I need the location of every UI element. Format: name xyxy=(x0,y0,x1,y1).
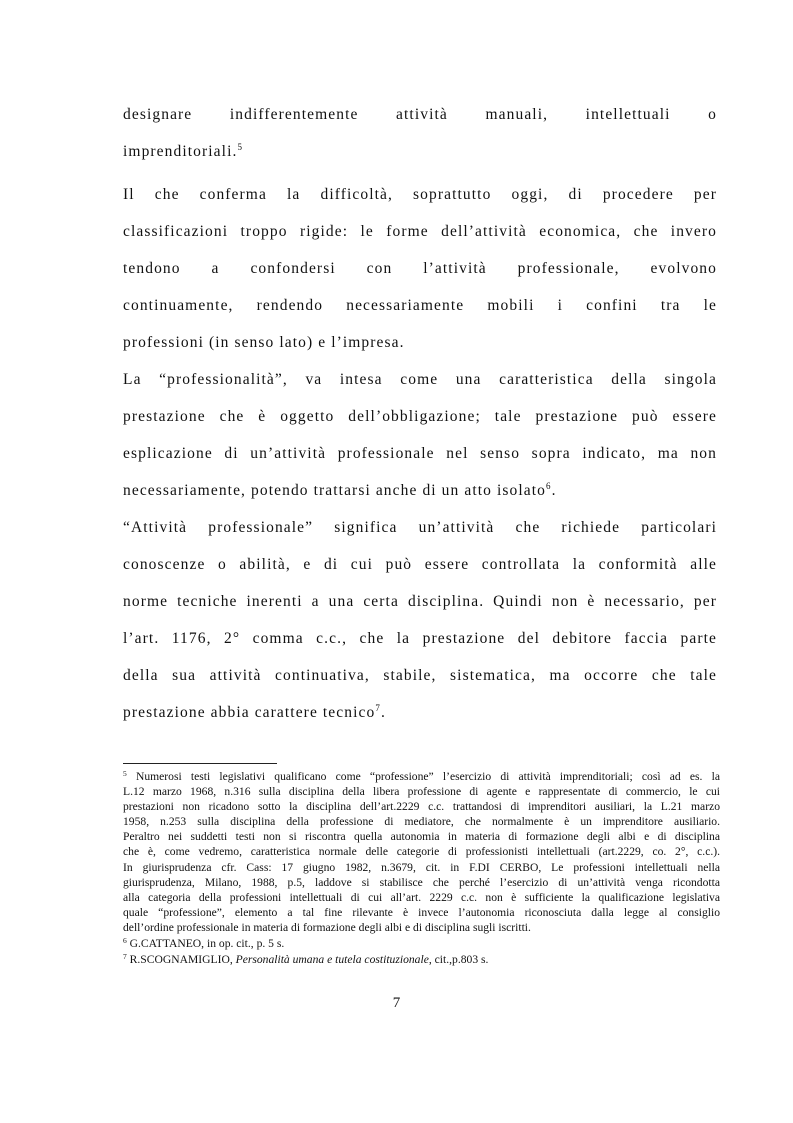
footnote-number: 7 xyxy=(123,952,127,961)
body-line: necessariamente, potendo trattarsi anche di un atto isolato$^6$. xyxy=(123,481,557,499)
body-line: continuamente, rendendo necessariamente mobili i confini tra le xyxy=(123,297,717,314)
footnote-line: $^7$ R.SCOGNAMIGLIO, Personalità umana e tutela costituzionale, cit.,p.803 s. xyxy=(123,952,489,966)
footnote-line: 1958, n.253 sulla disciplina della professione di mediatore, che normalmente è un imprenditore ausiliario. xyxy=(123,815,720,829)
footnote-5 xyxy=(123,769,720,935)
footnote-6 xyxy=(123,936,720,951)
footnote-line: che è, come vedremo, caratteristica normale delle categorie di professionisti intellettuali (art.2229, co. 2°, c.c.). xyxy=(123,845,720,859)
body-line: prestazione abbia carattere tecnico$^7$. xyxy=(123,703,386,721)
page-number: 7 xyxy=(392,995,401,1011)
footnote-line: In giurisprudenza cfr. Cass: 17 giugno 1982, n.3679, cit. in F.DI CERBO, Le professioni intellettuali nella xyxy=(123,860,720,874)
body-line: “Attività professionale” significa un’attività che richiede particolari xyxy=(123,519,717,536)
footnote-line: $^6$ G.CATTANEO, in op. cit., p. 5 s. xyxy=(123,936,285,950)
footnote-number: 6 xyxy=(123,936,127,945)
footnote-ref-7[interactable]: 7 xyxy=(375,703,381,713)
body-line: Il che conferma la difficoltà, soprattutto oggi, di procedere per xyxy=(123,186,717,203)
cited-work-title: Personalità umana e tutela costituzionale xyxy=(235,953,429,966)
footnote-line: alla categoria della professioni intellettuali di cui all’art. 2229 c.c. non è sufficiente la qualificazione legislativa xyxy=(123,890,720,904)
footnote-ref-5[interactable]: 5 xyxy=(237,142,244,152)
footnote-line: Peraltro nei suddetti testi non si riscontra quella autonomia in materia di formazione degli albi e di disciplina xyxy=(123,830,720,844)
body-line: La “professionalità”, va intesa come una caratteristica della singola xyxy=(123,371,717,388)
footnote-line: $^5$ Numerosi testi legislativi qualificano come “professione” l’esercizio di attività imprenditoriali; così ad es. la xyxy=(123,769,720,783)
body-line: classificazioni troppo rigide: le forme dell’attività economica, che invero xyxy=(123,223,717,240)
body-line: della sua attività continuativa, stabile, sistematica, ma occorre che tale xyxy=(123,667,717,684)
body-line: norme tecniche inerenti a una certa disciplina. Quindi non è necessario, per xyxy=(123,593,717,610)
footnote-number: 5 xyxy=(123,769,127,778)
footnote-line: giurisprudenza, Milano, 1988, p.5, laddove si stabilisce che perché l’esercizio di un’attività venga ricondotta xyxy=(123,875,720,889)
footnote-ref-6[interactable]: 6 xyxy=(546,481,552,491)
body-line: l’art. 1176, 2° comma c.c., che la prestazione del debitore faccia parte xyxy=(123,630,717,647)
footnote-line: L.12 marzo 1968, n.316 sulla disciplina della libera professione di agente e rappresentate di commercio, le cui xyxy=(123,785,720,799)
body-line: professioni (in senso lato) e l’impresa. xyxy=(123,334,405,351)
footnote-line: quale “professione”, elemento a tal fine rilevante è invece l’autonomia riconosciuta dalla legge al consiglio xyxy=(123,905,720,919)
body-line: conoscenze o abilità, e di cui può essere controllata la conformità alle xyxy=(123,556,717,573)
footnote-line: dell’ordine professionale in materia di formazione degli albi e di disciplina sugli iscritti. xyxy=(123,920,531,934)
footnote-7 xyxy=(123,952,720,967)
body-line: tendono a confondersi con l’attività professionale, evolvono xyxy=(123,260,717,277)
footnote-separator xyxy=(123,763,277,764)
body-line: designare indifferentemente attività manuali, intellettuali o xyxy=(123,106,717,123)
body-line: esplicazione di un’attività professionale nel senso sopra indicato, ma non xyxy=(123,445,717,462)
body-line: prestazione che è oggetto dell’obbligazione; tale prestazione può essere xyxy=(123,408,717,425)
footnote-line: prestazioni non ricadono sotto la disciplina dell’art.2229 c.c. trattandosi di imprenditori ausiliari, la L.21 marzo xyxy=(123,800,720,814)
body-line: imprenditoriali.$^5$ xyxy=(123,142,244,160)
